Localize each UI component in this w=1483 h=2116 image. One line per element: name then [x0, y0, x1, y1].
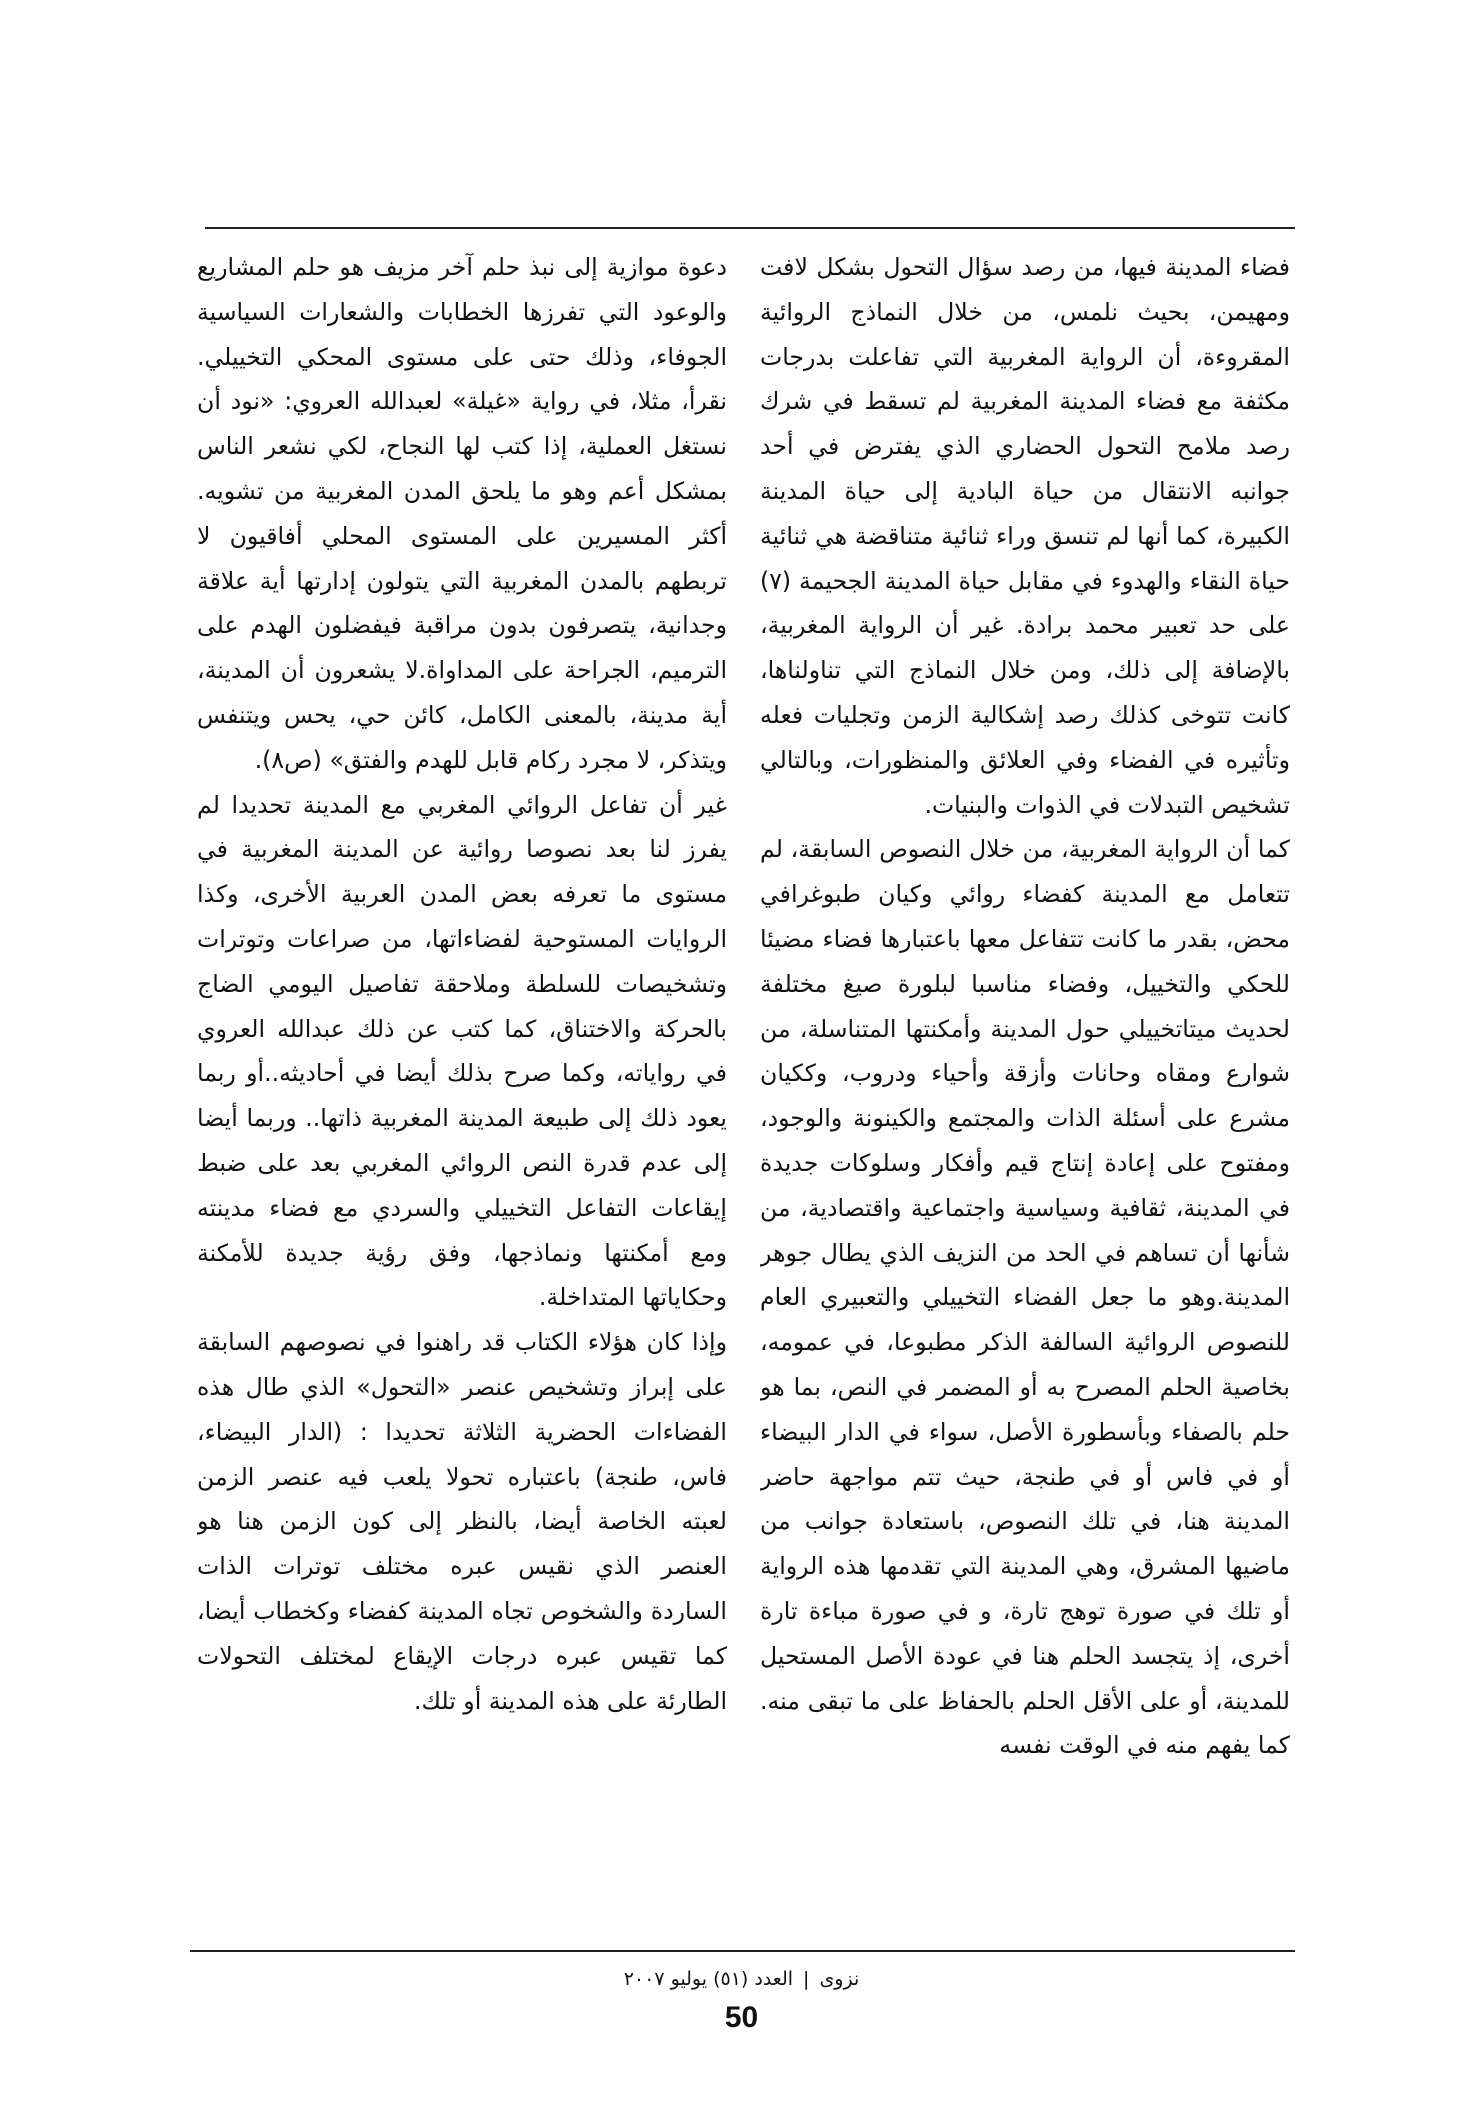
issue-info: العدد (٥١) يوليو ٢٠٠٧ — [623, 1968, 794, 1990]
article-column-left — [197, 245, 727, 1935]
paragraph: فضاء المدينة فيها، من رصد سؤال التحول بشكل لافت ومهيمن، بحيث نلمس، من خلال النماذج الروائية المقروءة، أن الرواية المغربية التي تفاعلت بدرجات مكثفة مع فضاء المدينة المغربية لم تسقط في شرك رصد ملامح التحول الحضاري الذي يفترض في أحد جوانبه الانتقال من حياة البادية إلى حياة المدينة الكبيرة، كما أنها لم تنسق وراء ثنائية متناقضة هي ثنائية حياة النقاء والهدوء في مقابل حياة المدينة الجحيمة (٧) على حد تعبير محمد برادة. غير أن الرواية المغربية، بالإضافة إلى ذلك، ومن خلال النماذج التي تناولناها، كانت تتوخى كذلك رصد إشكالية الزمن وتجليات فعله وتأثيره في الفضاء وفي العلائق والمنظورات، وبالتالي تشخيص التبدلات في الذوات والبنيات. — [760, 253, 1290, 819]
page-number: 50 — [724, 2001, 759, 2034]
article-column-right — [760, 245, 1290, 1935]
paragraph: غير أن تفاعل الروائي المغربي مع المدينة تحديدا لم يفرز لنا بعد نصوصا روائية عن المدينة المغربية في مستوى ما تعرفه بعض المدن العربية الأخرى، وكذا الروايات المستوحية لفضاءاتها، من صراعات وتوترات وتشخيصات للسلطة وملاحقة تفاصيل اليومي الضاج بالحركة والاختناق، كما كتب عن ذلك عبدالله العروي في رواياته، وكما صرح بذلك أيضا في أحاديثه..أو ربما يعود ذلك إلى طبيعة المدينة المغربية ذاتها.. وربما أيضا إلى عدم قدرة النص الروائي المغربي بعد على ضبط إيقاعات التفاعل التخييلي والسردي مع فضاء مدينته ومع أمكنتها ونماذجها، وفق رؤية جديدة للأمكنة وحكاياتها المتداخلة. — [197, 790, 727, 1312]
paragraph: وإذا كان هؤلاء الكتاب قد راهنوا في نصوصهم السابقة على إبراز وتشخيص عنصر «التحول» الذي طال هذه الفضاءات الحضرية الثلاثة تحديدا : (الدار البيضاء، فاس، طنجة) باعتباره تحولا يلعب فيه عنصر الزمن لعبته الخاصة أيضا، بالنظر إلى كون الزمن هنا هو العنصر الذي نقيس عبره مختلف توترات الذات الساردة والشخوص تجاه المدينة كفضاء وكخطاب أيضا، كما تقيس عبره درجات الإيقاع لمختلف التحولات الطارئة على هذه المدينة أو تلك. — [197, 1328, 727, 1715]
paragraph: دعوة موازية إلى نبذ حلم آخر مزيف هو حلم المشاريع والوعود التي تفرزها الخطابات والشعارات السياسية الجوفاء، وذلك حتى على مستوى المحكي التخييلي. نقرأ، مثلا، في رواية «غيلة» لعبدالله العروي: «نود أن نستغل العملية، إذا كتب لها النجاح، لكي نشعر الناس بمشكل أعم وهو ما يلحق المدن المغربية من تشويه. أكثر المسيرين على المستوى المحلي أفاقيون لا تربطهم بالمدن المغربية التي يتولون إدارتها أية علاقة وجدانية، يتصرفون بدون مراقبة فيفضلون الهدم على الترميم، الجراحة على المداواة.لا يشعرون أن المدينة، أية مدينة، بالمعنى الكامل، كائن حي، يحس ويتنفس ويتذكر، لا مجرد ركام قابل للهدم والفتق» (ص٨). — [197, 253, 727, 774]
top-rule — [205, 227, 1295, 229]
footer-separator: | — [803, 1968, 810, 1990]
paragraph: كما أن الرواية المغربية، من خلال النصوص السابقة، لم تتعامل مع المدينة كفضاء روائي وكيان طبوغرافي محض، بقدر ما كانت تتفاعل معها باعتبارها فضاء مضيئا للحكي والتخييل، وفضاء مناسبا لبلورة صيغ مختلفة لحديث ميتاتخييلي حول المدينة وأمكنتها المتناسلة، من شوارع ومقاه وحانات وأزقة وأحياء ودروب، وككيان مشرع على أسئلة الذات والمجتمع والكينونة والوجود، ومفتوح على إعادة إنتاج قيم وأفكار وسلوكات جديدة في المدينة، ثقافية وسياسية واجتماعية واقتصادية، من شأنها أن تساهم في الحد من النزيف الذي يطال جوهر المدينة.وهو ما جعل الفضاء التخييلي والتعبيري العام للنصوص الروائية السالفة الذكر مطبوعا، في عمومه، بخاصية الحلم المصرح به أو المضمر في النص، بما هو حلم بالصفاء وبأسطورة الأصل، سواء في الدار البيضاء أو في فاس أو في طنجة، حيث تتم مواجهة حاضر المدينة هنا، في تلك النصوص، باستعادة جوانب من ماضيها المشرق، وهي المدينة التي تقدمها هذه الرواية أو تلك في صورة توهج تارة، و في صورة مباءة تارة أخرى، إذ يتجسد الحلم هنا في عودة الأصل المستحيل للمدينة، أو على الأقل الحلم بالحفاظ على ما تبقى منه. كما يفهم منه في الوقت نفسه — [760, 835, 1290, 1760]
bottom-rule — [190, 1950, 1295, 1952]
magazine-name: نزوى — [819, 1968, 860, 1990]
footer-caption — [0, 1966, 1483, 1992]
